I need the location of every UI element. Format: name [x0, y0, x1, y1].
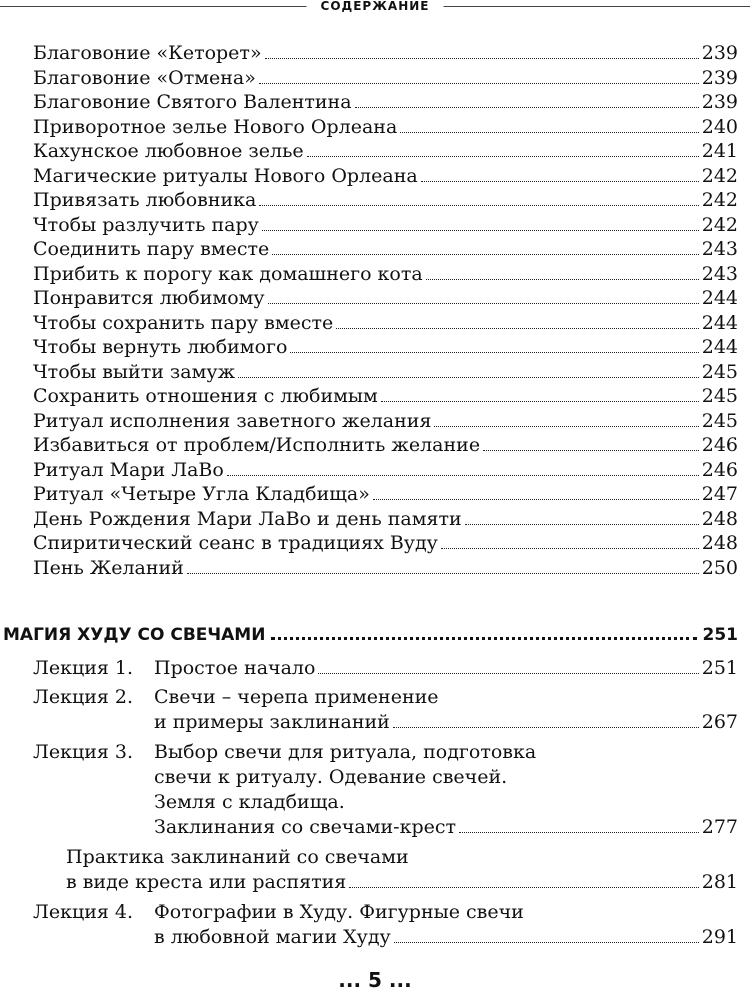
toc-entry-page: 244	[701, 287, 738, 309]
section-heading	[3, 623, 738, 647]
running-head	[0, 0, 750, 16]
toc-entry-page: 241	[701, 140, 738, 162]
toc-entry-page: 246	[701, 434, 738, 456]
lecture-final-line	[154, 815, 738, 839]
dot-leader	[238, 361, 699, 378]
lecture-final-line	[66, 870, 738, 894]
toc-entry-title: Благовоние «Кеторет»	[33, 42, 262, 64]
dot-leader	[381, 385, 699, 402]
toc-entry	[33, 384, 738, 408]
toc-entry	[33, 262, 738, 286]
toc-entry-page: 248	[701, 532, 738, 554]
lecture-label: Лекция 1.	[33, 657, 134, 679]
toc-entry	[33, 458, 738, 482]
dot-leader	[318, 657, 698, 674]
toc-entry-title: Прибить к порогу как домашнего кота	[33, 262, 423, 285]
toc-entry-title: Чтобы вернуть любимого	[33, 336, 288, 358]
dot-leader	[465, 508, 699, 525]
toc-entry-page: 246	[701, 458, 738, 481]
dot-leader	[426, 263, 699, 280]
dot-leader	[441, 532, 699, 549]
toc-entry-page: 239	[701, 42, 738, 64]
dot-leader	[483, 434, 699, 451]
toc-entry-page: 244	[701, 336, 738, 358]
dot-leader	[373, 483, 699, 500]
toc-entry-title: Благовоние Святого Валентина	[33, 91, 352, 113]
section-dot-leader	[271, 623, 696, 640]
toc-entry-title: Ритуал «Четыре Угла Кладбища»	[33, 483, 370, 505]
toc-entry-title: Пень Желаний	[33, 556, 184, 579]
toc-entry-page: 245	[701, 385, 738, 407]
toc-entry	[33, 188, 738, 212]
lecture-title-line: свечи к ритуалу. Одевание свечей.	[154, 766, 508, 788]
dot-leader	[227, 459, 699, 476]
toc-entry-page: 244	[701, 311, 738, 334]
lecture-final-line	[154, 656, 738, 680]
toc-entry	[33, 482, 738, 506]
lecture-page: 267	[701, 711, 738, 733]
dot-leader	[272, 238, 698, 255]
toc-entry-title: Сохранить отношения с любимым	[33, 385, 378, 407]
toc-entry-page: 239	[701, 66, 738, 89]
toc-entry	[33, 507, 738, 531]
lecture-title-line: и примеры заклинаний	[154, 711, 390, 733]
dot-leader	[394, 926, 699, 943]
lecture-final-line	[154, 925, 738, 949]
toc-entry-page: 247	[701, 483, 738, 505]
toc-entry	[33, 311, 738, 335]
toc-entry	[33, 286, 738, 310]
running-head-title: СОДЕРЖАНИЕ	[307, 0, 444, 13]
dot-leader	[336, 312, 699, 329]
dot-leader	[290, 336, 698, 353]
toc-entry	[33, 213, 738, 237]
page-number: ... 5 ...	[338, 968, 412, 992]
toc-entry	[33, 409, 738, 433]
dot-leader	[262, 214, 699, 231]
toc-entry-title: Избавиться от проблем/Исполнить желание	[33, 434, 481, 456]
toc-entry	[33, 237, 738, 261]
dot-leader	[400, 116, 698, 133]
toc-entry	[33, 115, 738, 139]
dot-leader	[307, 140, 699, 157]
lecture-page: 281	[701, 871, 738, 893]
lecture-label: Лекция 2.	[33, 686, 134, 708]
toc-entry-title: Приворотное зелье Нового Орлеана	[33, 115, 398, 138]
toc-entry-title: Чтобы разлучить пару	[33, 213, 259, 236]
toc-entry-page: 248	[701, 507, 738, 530]
toc-entry-page: 242	[701, 164, 738, 187]
toc-entry-title: Понравится любимому	[33, 287, 265, 309]
toc-entry-page: 242	[701, 213, 738, 236]
toc-entry	[33, 139, 738, 163]
toc-entry	[33, 335, 738, 359]
toc-entry	[33, 66, 738, 90]
dot-leader	[259, 67, 699, 84]
lecture-page: 277	[701, 816, 738, 838]
dot-leader	[349, 871, 698, 888]
toc-entry-title: Ритуал Мари ЛаВо	[33, 458, 224, 481]
toc-entry	[33, 531, 738, 555]
toc-entry	[33, 90, 738, 114]
toc-entry-page: 245	[701, 409, 738, 432]
toc-entry-title: Кахунское любовное зелье	[33, 140, 304, 162]
toc-entry-page: 250	[701, 556, 738, 579]
dot-leader	[393, 711, 699, 728]
toc-entry-page: 245	[701, 360, 738, 383]
toc-entry	[33, 41, 738, 65]
toc-entry	[33, 164, 738, 188]
toc-entry-title: День Рождения Мари ЛаВо и день памяти	[33, 507, 462, 530]
lecture-label: Лекция 3.	[33, 741, 134, 763]
toc-entry-title: Привязать любовника	[33, 189, 257, 211]
dot-leader	[434, 410, 698, 427]
dot-leader	[459, 816, 699, 833]
lecture-title-line: в любовной магии Худу	[154, 926, 391, 948]
lecture-title-line: Земля с кладбища.	[154, 791, 345, 813]
toc-entry	[33, 360, 738, 384]
toc-entry-title: Соединить пару вместе	[33, 238, 270, 260]
toc-entry-title: Чтобы выйти замуж	[33, 360, 236, 383]
lecture-title-line: Свечи – черепа применение	[154, 686, 439, 708]
dot-leader	[265, 42, 699, 59]
dot-leader	[268, 287, 699, 304]
toc-entry-title: Благовоние «Отмена»	[33, 66, 256, 89]
dot-leader	[259, 189, 698, 206]
lecture-page: 251	[701, 657, 738, 679]
toc-entry-page: 242	[701, 189, 738, 211]
toc-entry-page: 240	[701, 115, 738, 138]
lecture-title-line: Фотографии в Худу. Фигурные свечи	[154, 901, 524, 923]
toc-entry	[33, 556, 738, 580]
toc-entry-page: 239	[701, 91, 738, 113]
lecture-title-line: Практика заклинаний со свечами	[66, 846, 409, 868]
lecture-final-line	[154, 710, 738, 734]
toc-entry-page: 243	[701, 238, 738, 260]
toc-entry-title: Магические ритуалы Нового Орлеана	[33, 164, 418, 187]
lecture-title-line: в виде креста или распятия	[66, 871, 347, 893]
dot-leader	[355, 91, 699, 108]
toc-entry	[33, 433, 738, 457]
toc-entry-title: Спиритический сеанс в традициях Вуду	[33, 532, 438, 554]
lecture-title-line: Простое начало	[154, 657, 316, 679]
dot-leader	[187, 557, 699, 574]
lecture-label: Лекция 4.	[33, 901, 134, 923]
toc-entry-page: 243	[701, 262, 738, 285]
toc-entry-title: Чтобы сохранить пару вместе	[33, 311, 334, 334]
section-title: МАГИЯ ХУДУ СО СВЕЧАМИ	[3, 625, 266, 645]
dot-leader	[421, 165, 699, 182]
toc-entry-title: Ритуал исполнения заветного желания	[33, 409, 432, 432]
lecture-title-line: Заклинания со свечами-крест	[154, 816, 457, 838]
lecture-page: 291	[701, 926, 738, 948]
lecture-title-line: Выбор свечи для ритуала, подготовка	[154, 741, 537, 763]
section-page: 251	[702, 625, 738, 645]
